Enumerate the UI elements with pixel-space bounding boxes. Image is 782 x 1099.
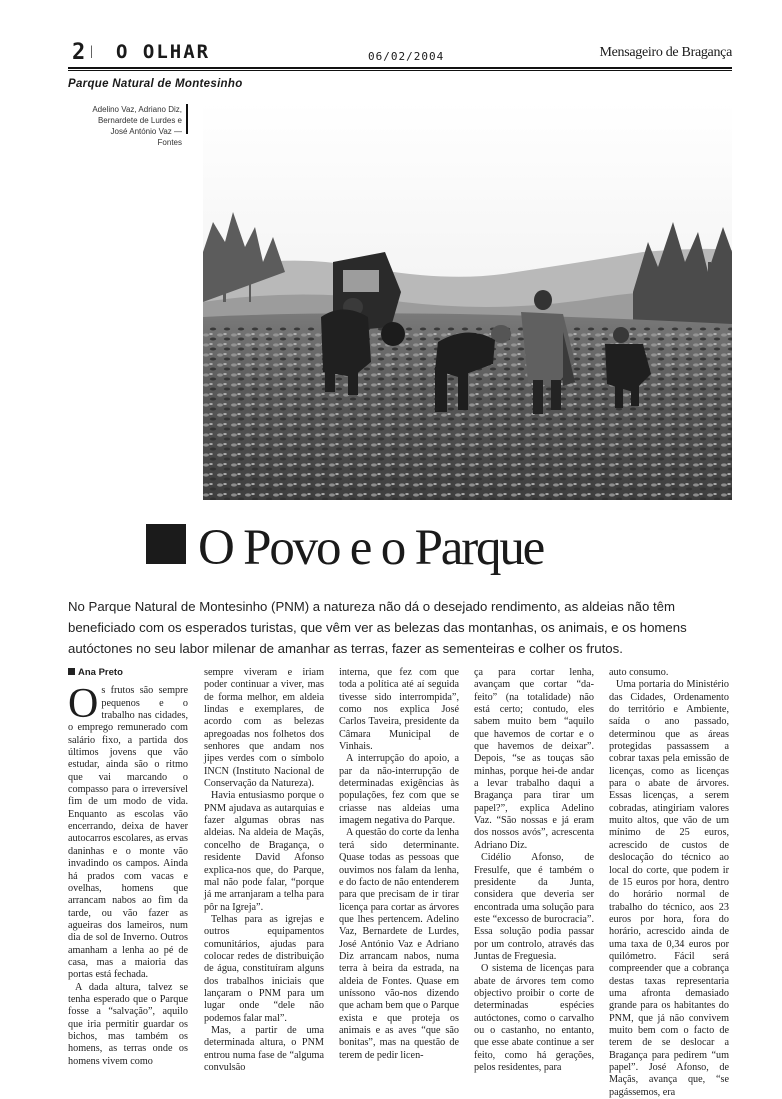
article-paragraph: Mas, a partir de uma determinada altura, o PNM entrou numa fase de “alguma convulsão: [204, 1024, 324, 1073]
byline: [68, 667, 188, 679]
photo-credit-bar: [186, 104, 188, 134]
article-column-5: [609, 667, 729, 1099]
article-headline: O Povo e o Parque: [198, 520, 544, 576]
article-lead: No Parque Natural de Montesinho (PNM) a natureza não dá o desejado rendimento, as aldeias não têm beneficiado com os esperados turistas, que vêm ver as belezas das montanhas, os animais, e os homens autóctones no seu labor milenar de amanhar as terras, fazer as sementeiras e colher os frutos.: [68, 599, 687, 656]
article-column-1: [68, 667, 188, 1068]
article-paragraph: interna, que fez com que toda a política até aí seguida tivesse sido interrompida”, como nos explica José Carlos Taveira, presidente da Câmara Municipal de Vinhais.: [339, 667, 459, 753]
article-paragraph: Telhas para as igrejas e outros equipamentos comunitários, ajudas para colocar redes de distribuição de água, constituíram alguns dos trabalhos iniciais que lançaram o PNM para um lugar onde “dele não podemos falar mal”.: [204, 913, 324, 1024]
article-paragraph: Havia entusiasmo porque o PNM ajudava as autarquias e fazer algumas obras nas aldeias. Na aldeia de Maçãs, concelho de Bragança, o residente David Afonso explica-nos que, do Parque, mal não pode falar, “porque já me arranjaram a telha para pôr na Igreja”.: [204, 790, 324, 913]
byline-square-icon: [68, 668, 75, 675]
dropcap: O: [68, 681, 99, 728]
page-header: [68, 38, 732, 64]
article-kicker: Parque Natural de Montesinho: [68, 78, 243, 90]
page-number-separator: |: [90, 44, 93, 59]
article-paragraph: O sistema de licenças para abate de árvores tem como objectivo proibir o corte de determinadas espécies autóctones, como o carvalho ou o castanho, no entanto, que esse abate continue a ser feito, como há gerações, pelos residentes, para: [474, 963, 594, 1073]
article-paragraph: sempre viveram e iriam poder continuar a viver, mas de forma melhor, em aldeia lindas e exemplares, de acordo com as belezas apregoadas nos folhetos dos senhores que andam nos jipes verdes com o símbolo INCN (Instituto Nacional de Conservação da Natureza).: [204, 667, 324, 790]
article-paragraph: Cidélio Afonso, de Fresulfe, que é também o presidente da Junta, considera que deveria ser encontrada uma solução para este “excesso de burocracia”. Essa solução podia passar por um controlo, através das Juntas de Freguesia.: [474, 852, 594, 962]
photo-credit: Adelino Vaz, Adriano Diz, Bernardete de Lurdes e José António Vaz — Fontes: [92, 105, 182, 147]
author-name: Ana Preto: [78, 667, 123, 678]
article-paragraph: Uma portaria do Ministério das Cidades, Ordenamento do território e Ambiente, saída o ano passado, determinou que as áreas protegidas passassem a cobrar taxas pela emissão de licenças, como as licenças para o abate de árvores. Essas licenças, a serem cobradas, atingiriam valores muito altos, que vão de um mínimo de 25 euros, acrescido de custos de deslocação do técnico ao local do corte, que podem ir de 15 euros por hora, dentro do horário normal de trabalho do técnico, aos 23 euros por hora, fora do horário, acrescido ainda de uma taxa de 0,34 euros por quilómetro. Fácil será compreender que a cobrança destas taxas representaria uma afronta demasiado grande para os habitantes do PNM, que já não convivem muito bem com o facto de terem de se deslocar a Bragança para pedirem “um papel”. José Afonso, de Maçãs, avança que, “se pagássemos, era: [609, 679, 729, 1098]
article-paragraph: A questão do corte da lenha terá sido determinante. Quase todas as pessoas que ouvimos nos falam da lenha, e do facto de não entenderem para que precisam de ir tirar licença para cortar as árvores que lhes pertencem. Adelino Vaz, Bernardete de Lurdes, José António Vaz e Adriano Diz arrancam nabos, numa terra à beira da estrada, na aldeia de Fontes. Quase em uníssono vão-nos dizendo que acham bem que o Parque exista e que proteja os animais e as aves “que são bonitas”, mas na questão de terem de pedir licen-: [339, 827, 459, 1061]
article-column-4: [474, 667, 594, 1074]
farm-field-photo-icon: [203, 102, 732, 500]
header-rule-thin: [68, 70, 732, 71]
header-rule: [68, 67, 732, 69]
article-column-3: [339, 667, 459, 1062]
article-paragraph: Os frutos são sempre pequenos e o trabalho nas cidades, o emprego remunerado com salário fixo, a partida dos últimos jovens que vão estudar, ainda são o ritmo que vai marcando o compasso para o irreversível fim de um modo de vida. Enquanto as escolas vão encerrando, deixa de haver autocarros escolares, as ervas daninhas e o monte vão invadindo os campos. Ainda há prados com vacas e ovelhas, homens que arrancam nabos ao fim da tarde, ou vão fazer as agueiras dos lameiros, num dia de sol de Inverno. Outros amanham a lenha ao pé de casa, mas a maioria das portas está fechada.: [68, 681, 188, 981]
section-title: O OLHAR: [116, 41, 211, 63]
headline-square-icon: [146, 524, 186, 564]
article-paragraph: auto consumo.: [609, 667, 669, 678]
article-paragraph: A interrupção do apoio, a par da não-interrupção de determinadas exigências às populações, fez com que se criasse nas aldeias uma imagem negativa do Parque.: [339, 753, 459, 827]
issue-date: 06/02/2004: [368, 50, 445, 63]
article-column-2: [204, 667, 324, 1074]
article-paragraph: A dada altura, talvez se tenha esperado que o Parque fosse a “salvação”, aquilo que iria permitir guardar os bichos, mas também os homens, as terras onde os homens vivem como: [68, 981, 188, 1067]
article-photo: [203, 102, 732, 500]
newspaper-name: Mensageiro de Bragança: [599, 45, 732, 60]
article-paragraph: ça para cortar lenha, avançam que cortar “da-feito” (na totalidade) não está certo; contudo, eles sabem muito bem “aquilo que havemos de cortar e o que havemos de deixar”. Depois, “se as touças são minhas, porque hei-de andar a levar trabalho daqui a Bragança para tirar um papel?”, explica Adelino Vaz. “São nossas e já eram dos nossos avós”, acrescenta Adriano Diz.: [474, 667, 594, 851]
page-number: 2: [72, 40, 86, 65]
